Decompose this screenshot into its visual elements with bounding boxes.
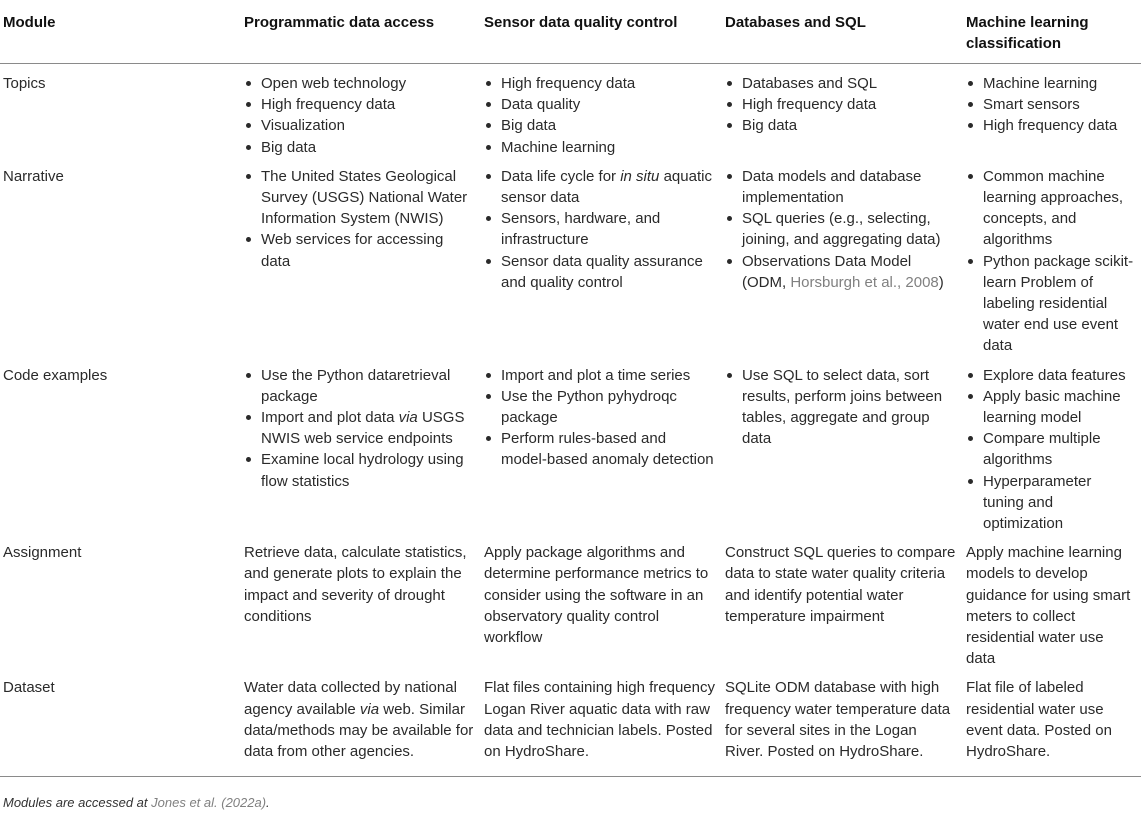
- table-row-assignment: [0, 537, 1141, 672]
- list-item: Python package scikit-learn Problem of labeling residential water end use event data: [966, 251, 1135, 357]
- topics-ml-cell: [963, 64, 1141, 161]
- row-label-narrative: Narrative: [3, 167, 64, 185]
- assignment-sensor-cell: Apply package algorithms and determine performance metrics to consider using the software in an observatory quality control workflow: [484, 544, 709, 647]
- row-label-dataset: Dataset: [0, 672, 241, 776]
- dataset-sensor-cell: Flat files containing high frequency Logan River aquatic data with raw data and technician labels. Posted on HydroShare.: [481, 672, 722, 776]
- list-item: [244, 407, 475, 449]
- list-item: Hyperparameter tuning and optimization: [966, 471, 1135, 535]
- narrative-programmatic-cell: [241, 161, 481, 360]
- code-databases-cell: [722, 360, 963, 538]
- bullet-list: [244, 365, 475, 492]
- bullet-list: [725, 365, 957, 450]
- bullet-list: [244, 73, 475, 158]
- list-item: High frequency data: [725, 94, 957, 115]
- row-label-topics: Topics: [3, 75, 46, 92]
- list-item: Smart sensors: [966, 94, 1135, 115]
- bullet-list: [244, 166, 475, 272]
- list-item: High frequency data: [484, 73, 716, 94]
- list-item: Apply basic machine learning model: [966, 386, 1135, 428]
- citation-link[interactable]: Jones et al. (2022a): [151, 795, 267, 810]
- topics-sensor-cell: [481, 64, 722, 161]
- table-row-topics: [0, 64, 1141, 161]
- text-run: Modules are accessed at: [3, 795, 152, 810]
- list-item: Explore data features: [966, 365, 1135, 386]
- narrative-databases-cell: [722, 161, 963, 360]
- bullet-list: [966, 365, 1135, 535]
- header-sensor-data-quality-control: Sensor data quality control: [481, 4, 722, 64]
- bullet-list: [725, 73, 957, 137]
- list-item: Big data: [484, 115, 716, 136]
- text-run: Import and plot data: [261, 409, 399, 427]
- bullet-list: [484, 365, 716, 471]
- table-row-narrative: [0, 161, 1141, 360]
- list-item: High frequency data: [966, 115, 1135, 136]
- text-run: aquatic sensor data: [501, 167, 712, 207]
- list-item: Open web technology: [244, 73, 475, 94]
- code-sensor-cell: [481, 360, 722, 538]
- assignment-databases-cell: Construct SQL queries to compare data to state water quality criteria and identify potential water temperature impairment: [725, 544, 956, 625]
- citation-link[interactable]: Horsburgh et al., 2008: [790, 273, 939, 291]
- list-item: Big data: [725, 115, 957, 136]
- list-item: Perform rules-based and model-based anomaly detection: [484, 428, 716, 470]
- list-item: SQL queries (e.g., selecting, joining, and aggregating data): [725, 208, 957, 250]
- list-item: Common machine learning approaches, concepts, and algorithms: [966, 166, 1135, 251]
- list-item: Databases and SQL: [725, 73, 957, 94]
- list-item: [725, 251, 957, 293]
- text-run: .: [266, 795, 270, 810]
- bullet-list: [484, 73, 716, 158]
- bullet-list: [966, 166, 1135, 357]
- dataset-ml-cell: Flat file of labeled residential water use event data. Posted on HydroShare.: [963, 672, 1141, 776]
- list-item: Data quality: [484, 94, 716, 115]
- header-machine-learning-classification: Machine learning classification: [963, 4, 1141, 64]
- list-item: Big data: [244, 137, 475, 158]
- header-programmatic-data-access: Programmatic data access: [241, 4, 481, 64]
- topics-programmatic-cell: [241, 64, 481, 161]
- text-run: USGS NWIS web service endpoints: [261, 409, 465, 448]
- text-run: ): [938, 273, 944, 291]
- list-item: Import and plot a time series: [484, 365, 716, 386]
- italic-text: via: [359, 700, 380, 718]
- assignment-ml-cell: Apply machine learning models to develop guidance for using smart meters to collect residential water use data: [966, 544, 1131, 668]
- list-item: Use the Python dataretrieval package: [244, 365, 475, 407]
- list-item: Web services for accessing data: [244, 229, 475, 271]
- row-label-code-examples: Code examples: [3, 366, 108, 384]
- code-programmatic-cell: [241, 360, 481, 538]
- code-ml-cell: [963, 360, 1141, 538]
- bullet-list: [484, 166, 716, 293]
- dataset-programmatic-cell: [241, 672, 481, 776]
- bullet-list: [725, 166, 957, 293]
- list-item: Data models and database implementation: [725, 166, 957, 208]
- list-item: Examine local hydrology using flow statistics: [244, 449, 475, 491]
- list-item: Machine learning: [484, 137, 716, 158]
- header-module: Module: [0, 4, 241, 64]
- list-item: Sensor data quality assurance and quality control: [484, 251, 716, 293]
- header-databases-and-sql: Databases and SQL: [722, 4, 963, 64]
- text-run: Observations Data Model (ODM,: [742, 252, 912, 291]
- narrative-sensor-cell: [481, 161, 722, 360]
- text-run: Data life cycle for: [501, 167, 621, 185]
- table-row-code-examples: [0, 360, 1141, 538]
- bullet-list: [966, 73, 1135, 137]
- list-item: Use SQL to select data, sort results, perform joins between tables, aggregate and group data: [725, 365, 957, 450]
- assignment-programmatic-cell: Retrieve data, calculate statistics, and generate plots to explain the impact and severity of drought conditions: [244, 544, 467, 625]
- list-item: Machine learning: [966, 73, 1135, 94]
- table-row-dataset: [0, 672, 1141, 776]
- italic-text: in situ: [620, 167, 660, 185]
- modules-table: [0, 4, 1141, 777]
- text-run: Water data collected by national agency available: [244, 679, 457, 718]
- header-row: [0, 4, 1141, 64]
- dataset-databases-cell: SQLite ODM database with high frequency water temperature data for several sites in the Logan River. Posted on HydroShare.: [722, 672, 963, 776]
- table-footnote: [3, 795, 270, 810]
- list-item: Use the Python pyhydroqc package: [484, 386, 716, 428]
- row-label-assignment: Assignment: [3, 544, 82, 562]
- italic-text: via: [398, 409, 418, 427]
- list-item: High frequency data: [244, 94, 475, 115]
- list-item: Sensors, hardware, and infrastructure: [484, 208, 716, 250]
- list-item: Visualization: [244, 115, 475, 136]
- narrative-ml-cell: [963, 161, 1141, 360]
- list-item: The United States Geological Survey (USGS) National Water Information System (NWIS): [244, 166, 475, 230]
- list-item: [484, 166, 716, 208]
- topics-databases-cell: [722, 64, 963, 161]
- text-run: web. Similar data/methods may be available for data from other agencies.: [244, 700, 474, 761]
- list-item: Compare multiple algorithms: [966, 428, 1135, 470]
